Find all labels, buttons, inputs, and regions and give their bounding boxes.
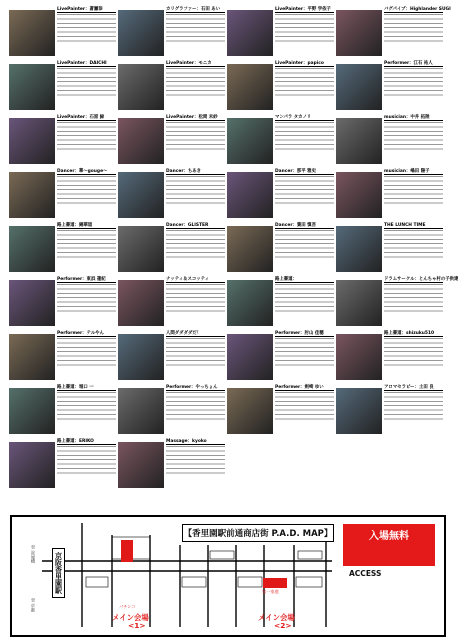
performer-caption (275, 332, 334, 370)
performer-card (335, 276, 458, 330)
performer-caption (166, 170, 225, 208)
performer-name: 路上書道：錦華道 (57, 224, 116, 229)
performer-bio (275, 176, 334, 208)
performer-name: Performer：やっちょん (166, 386, 225, 391)
performer-caption (275, 170, 334, 208)
performer-grid (8, 6, 458, 444)
performer-bio (384, 392, 443, 424)
performer-photo (9, 172, 55, 218)
station-label: 京阪香里園駅 (52, 548, 65, 598)
venue2-sub: 第一家庭 (262, 589, 279, 594)
performer-card (117, 222, 226, 276)
performer-card (335, 6, 451, 60)
performer-photo (336, 10, 382, 56)
performer-caption (275, 386, 334, 424)
performer-name: カリグラファー：石田 あい (166, 8, 225, 13)
performer-caption (384, 62, 443, 100)
performer-card (8, 222, 117, 276)
performer-photo (227, 388, 273, 434)
performer-caption (57, 278, 116, 316)
performer-caption (384, 7, 451, 46)
performer-photo (336, 388, 382, 434)
performer-name: Dancer：華～gouge～ (57, 170, 116, 175)
performer-card (335, 60, 444, 114)
performer-photo (118, 334, 164, 380)
free-entry-title: 入場無料 (369, 531, 409, 542)
performer-caption (57, 332, 116, 370)
performer-name: musician：嶋田 陽子 (384, 170, 443, 175)
performer-bio (57, 122, 116, 154)
venue2-block (263, 578, 287, 588)
performer-caption (166, 440, 225, 478)
performer-photo (118, 442, 164, 488)
performer-photo (9, 226, 55, 272)
road-label-bottom: 至 京都 (31, 598, 36, 612)
performer-card (335, 330, 444, 384)
performer-photo (227, 280, 273, 326)
performer-bio (166, 68, 225, 100)
performer-card (8, 114, 117, 168)
performer-photo (227, 172, 273, 218)
performer-card (8, 330, 117, 384)
venue1-number: <1> (128, 621, 146, 630)
performer-photo (118, 226, 164, 272)
performer-caption (166, 278, 225, 316)
performer-photo (118, 118, 164, 164)
performer-photo (118, 280, 164, 326)
performer-caption (166, 62, 225, 100)
performer-caption (384, 386, 443, 424)
performer-card (226, 276, 335, 330)
performer-card (335, 384, 444, 438)
performer-name: Dancer：葉田 慎吾 (275, 224, 334, 229)
performer-photo (227, 64, 273, 110)
performer-caption (275, 116, 334, 154)
performer-photo (9, 334, 55, 380)
performer-card (117, 114, 226, 168)
performer-name: LivePainter：papico (275, 62, 334, 67)
performer-photo (9, 280, 55, 326)
performer-name: LivePainter：蒼瀬恭 (57, 8, 116, 13)
performer-bio (384, 230, 443, 262)
performer-name: LivePainter：松岡 未紗 (166, 116, 225, 121)
performer-card (8, 6, 117, 60)
performer-bio (166, 284, 225, 316)
performer-card (117, 438, 226, 492)
performer-name: アロマセラピー：土田 良 (384, 386, 443, 391)
performer-card (117, 330, 226, 384)
performer-bio (166, 392, 225, 424)
performer-card (117, 276, 226, 330)
performer-caption (384, 332, 443, 370)
performer-bio (166, 338, 225, 370)
performer-caption (275, 278, 334, 316)
performer-caption (275, 8, 334, 46)
free-entry-box (343, 524, 435, 566)
venue1-label: メイン会場 (112, 613, 149, 622)
performer-card (335, 222, 444, 276)
map-title: 【香里園駅前通商店街 P.A.D. MAP】 (182, 524, 334, 542)
performer-bio (275, 68, 334, 100)
free-entry-desc (343, 542, 435, 544)
performer-name: Massage：kyoko (166, 440, 225, 445)
performer-bio (57, 14, 116, 46)
performer-bio (166, 14, 225, 46)
performer-card (8, 168, 117, 222)
performer-bio (166, 122, 225, 154)
performer-card (117, 60, 226, 114)
performer-photo (118, 388, 164, 434)
performer-card (226, 60, 335, 114)
performer-name: ナッティ＆スコッティ (166, 278, 225, 283)
performer-name: Performer：東浜 蓮紀 (57, 278, 116, 283)
performer-bio (384, 122, 443, 154)
performer-photo (227, 334, 273, 380)
performer-photo (336, 64, 382, 110)
performer-photo (336, 334, 382, 380)
performer-name: Performer：テルやん (57, 332, 116, 337)
performer-photo (9, 10, 55, 56)
performer-name: THE LUNCH TIME (384, 224, 443, 229)
performer-bio (275, 230, 334, 262)
performer-card (226, 330, 335, 384)
performer-card (335, 168, 444, 222)
performer-photo (336, 226, 382, 272)
performer-caption (384, 224, 443, 262)
performer-photo (336, 118, 382, 164)
performer-photo (227, 118, 273, 164)
performer-card (117, 6, 226, 60)
performer-caption (166, 116, 225, 154)
performer-caption (166, 8, 225, 46)
venue2-number: <2> (274, 621, 292, 630)
performer-bio (57, 176, 116, 208)
performer-bio (275, 284, 334, 316)
performer-card (226, 114, 335, 168)
performer-card (117, 384, 226, 438)
performer-card (226, 222, 335, 276)
performer-photo (118, 172, 164, 218)
performer-bio (57, 446, 116, 478)
performer-name: 路上書道：ERIKO (57, 440, 116, 445)
performer-caption (275, 62, 334, 100)
performer-card (8, 60, 117, 114)
performer-bio (57, 284, 116, 316)
performer-bio (275, 14, 334, 46)
performer-name: 路上書道：堀口 一 (57, 386, 116, 391)
performer-bio (57, 230, 116, 262)
venue1-sub: パチンコ (119, 604, 136, 609)
performer-card (8, 384, 117, 438)
performer-name: ドラムサークル：とんちゃ村の子供達 (384, 277, 458, 282)
performer-caption (384, 277, 458, 316)
performer-photo (9, 442, 55, 488)
performer-name: Dancer：那平 雅史 (275, 170, 334, 175)
performer-bio (275, 338, 334, 370)
performer-card (8, 276, 117, 330)
performer-photo (9, 118, 55, 164)
performer-name: Performer：肘山 佳穂 (275, 332, 334, 337)
performer-caption (275, 224, 334, 262)
access-title: ACCESS (349, 569, 382, 578)
performer-name: 路上書道： (275, 278, 334, 283)
performer-name: バグパイプ：Highlander SUGI (384, 7, 451, 12)
performer-card (226, 384, 335, 438)
performer-photo (336, 172, 382, 218)
performer-card (226, 168, 335, 222)
performer-name: Dancer：GLISTER (166, 224, 225, 229)
performer-photo (9, 388, 55, 434)
performer-caption (57, 116, 116, 154)
performer-caption (57, 170, 116, 208)
performer-caption (57, 8, 116, 46)
performer-name: Dancer：ちあき (166, 170, 225, 175)
performer-bio (57, 392, 116, 424)
performer-bio (275, 122, 334, 154)
performer-caption (166, 224, 225, 262)
performer-name: 人間ダダダダだ！ (166, 332, 225, 337)
performer-name: Performer：剣崎 ゆい (275, 386, 334, 391)
performer-bio (384, 14, 443, 46)
performer-photo (118, 64, 164, 110)
performer-caption (384, 116, 443, 154)
performer-name: musician：中井 拓陸 (384, 116, 443, 121)
performer-name: LivePainter：モニカ (166, 62, 225, 67)
performer-caption (57, 62, 116, 100)
performer-bio (166, 446, 225, 478)
performer-name: マンパラ タカノリ (275, 116, 334, 121)
performer-name: Performer：江石 祐人 (384, 62, 443, 67)
performer-photo (118, 10, 164, 56)
performer-bio (166, 230, 225, 262)
performer-bio (384, 284, 443, 316)
performer-bio (384, 68, 443, 100)
performer-name: LivePainter：石原 緑 (57, 116, 116, 121)
road-label-top: 至 淀屋橋 (31, 545, 36, 564)
venue1-block (121, 540, 133, 562)
performer-card (117, 168, 226, 222)
performer-photo (9, 64, 55, 110)
performer-bio (57, 338, 116, 370)
performer-name: 路上書道：shizuku510 (384, 332, 443, 337)
performer-bio (275, 392, 334, 424)
performer-caption (57, 224, 116, 262)
performer-bio (57, 68, 116, 100)
performer-bio (384, 338, 443, 370)
performer-card (335, 114, 444, 168)
performer-name: LivePainter：DAICHI (57, 62, 116, 67)
performer-name: LivePainter：平野 学依子 (275, 8, 334, 13)
performer-card (226, 6, 335, 60)
performer-card (8, 438, 117, 492)
performer-photo (227, 10, 273, 56)
performer-caption (384, 170, 443, 208)
performer-caption (57, 440, 116, 478)
performer-caption (57, 386, 116, 424)
performer-photo (336, 280, 382, 326)
performer-photo (227, 226, 273, 272)
venue2-label: メイン会場 (258, 613, 295, 622)
performer-bio (166, 176, 225, 208)
performer-caption (166, 332, 225, 370)
performer-bio (384, 176, 443, 208)
performer-caption (166, 386, 225, 424)
